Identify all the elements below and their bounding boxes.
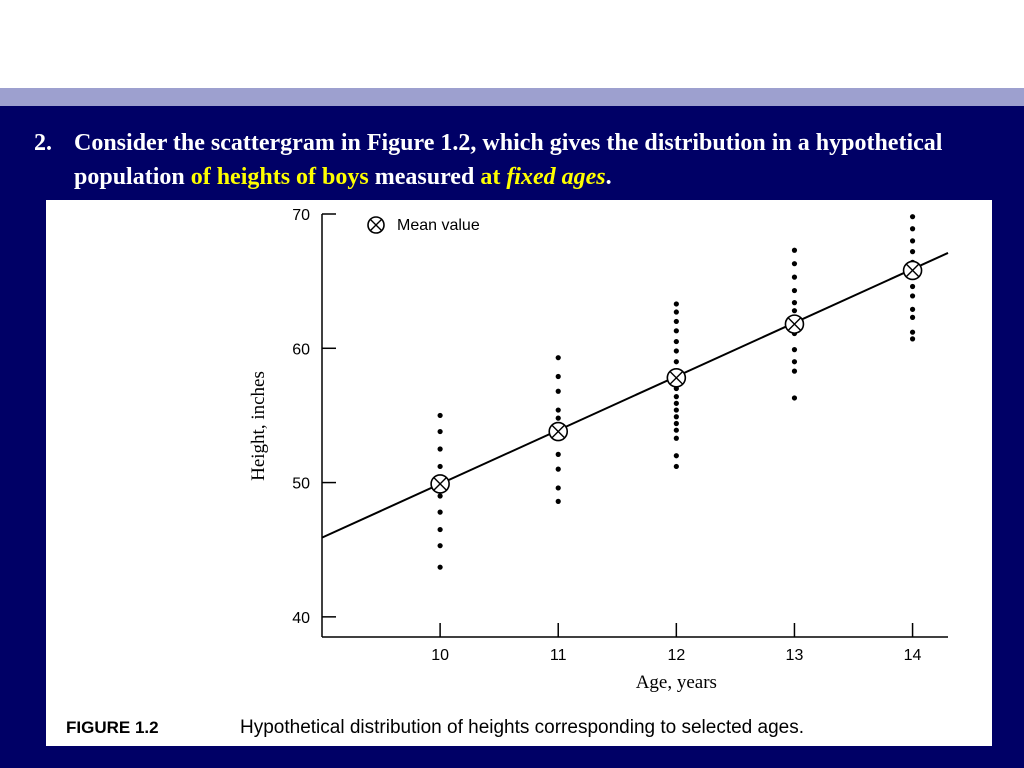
data-point xyxy=(674,428,679,433)
data-point xyxy=(674,301,679,306)
data-point xyxy=(438,446,443,451)
mean-marker xyxy=(549,423,567,441)
data-point xyxy=(674,328,679,333)
data-point xyxy=(910,336,915,341)
bullet-text-end: . xyxy=(605,164,612,190)
data-point xyxy=(674,421,679,426)
x-tick-label: 14 xyxy=(903,647,922,664)
data-point xyxy=(792,369,797,374)
data-point xyxy=(674,414,679,419)
bullet-text xyxy=(74,126,974,194)
bullet-highlight-fixed-ages: fixed ages xyxy=(506,164,606,190)
legend-label: Mean value xyxy=(397,217,480,234)
data-point xyxy=(438,413,443,418)
slide-header-band xyxy=(0,0,1024,88)
data-point xyxy=(556,374,561,379)
x-tick-label: 11 xyxy=(549,647,567,664)
mean-marker xyxy=(904,261,922,279)
data-point xyxy=(438,493,443,498)
data-point xyxy=(910,238,915,243)
figure-caption-text: Hypothetical distribution of heights corresponding to selected ages. xyxy=(240,717,805,738)
data-point xyxy=(910,330,915,335)
data-point xyxy=(792,300,797,305)
data-point xyxy=(910,249,915,254)
data-point xyxy=(438,510,443,515)
chart-legend xyxy=(368,217,480,234)
data-point xyxy=(792,288,797,293)
data-point xyxy=(792,248,797,253)
data-point xyxy=(556,389,561,394)
mean-marker xyxy=(785,315,803,333)
data-point xyxy=(438,527,443,532)
regression-line xyxy=(322,253,948,538)
data-points xyxy=(438,214,916,570)
data-point xyxy=(556,467,561,472)
data-point xyxy=(556,485,561,490)
x-axis-title: Age, years xyxy=(635,672,717,693)
data-point xyxy=(674,309,679,314)
data-point xyxy=(792,395,797,400)
mean-value-legend-icon xyxy=(368,217,384,233)
x-tick-label: 10 xyxy=(431,647,450,664)
data-point xyxy=(556,499,561,504)
bullet-text-part2: measured xyxy=(368,164,481,190)
regression-line-layer xyxy=(322,253,948,538)
data-point xyxy=(792,359,797,364)
data-point xyxy=(674,359,679,364)
y-tick-label: 70 xyxy=(292,207,310,224)
data-point xyxy=(792,347,797,352)
x-tick-label: 13 xyxy=(785,647,804,664)
data-point xyxy=(556,407,561,412)
x-tick-label: 12 xyxy=(667,647,686,664)
data-point xyxy=(910,293,915,298)
y-axis-title: Height, inches xyxy=(248,371,269,481)
data-point xyxy=(438,464,443,469)
data-point xyxy=(674,453,679,458)
data-point xyxy=(674,401,679,406)
bullet-number: 2. xyxy=(34,130,52,156)
bullet-highlight-heights: of heights of boys xyxy=(190,164,369,190)
mean-marker xyxy=(667,369,685,387)
mean-marker xyxy=(431,475,449,493)
data-point xyxy=(674,319,679,324)
data-point xyxy=(556,355,561,360)
data-point xyxy=(674,464,679,469)
data-point xyxy=(674,394,679,399)
data-point xyxy=(438,543,443,548)
data-point xyxy=(438,429,443,434)
scatter-chart xyxy=(46,200,992,746)
data-point xyxy=(910,214,915,219)
data-point xyxy=(556,416,561,421)
data-point xyxy=(910,284,915,289)
mean-value-icon xyxy=(368,217,384,233)
y-tick-label: 60 xyxy=(292,341,310,359)
y-tick-label: 50 xyxy=(292,475,310,493)
bullet-highlight-at: at xyxy=(480,164,507,190)
data-point xyxy=(674,339,679,344)
data-point xyxy=(910,315,915,320)
data-point xyxy=(792,261,797,266)
data-point xyxy=(792,308,797,313)
data-point xyxy=(910,307,915,312)
data-point xyxy=(674,436,679,441)
data-point xyxy=(438,565,443,570)
data-point xyxy=(674,348,679,353)
axis-ticks xyxy=(292,207,921,664)
y-tick-label: 40 xyxy=(292,609,310,627)
data-point xyxy=(674,407,679,412)
data-point xyxy=(792,275,797,280)
data-point xyxy=(556,452,561,457)
figure-caption-label: FIGURE 1.2 xyxy=(66,718,159,737)
bullet-text-part1: Consider the scattergram in Figure 1.2, which gives the distribution in a hypothetical population xyxy=(74,130,943,190)
chart-axes xyxy=(322,214,948,637)
figure-panel xyxy=(46,200,992,746)
data-point xyxy=(910,226,915,231)
slide-header-stripe xyxy=(0,88,1024,106)
